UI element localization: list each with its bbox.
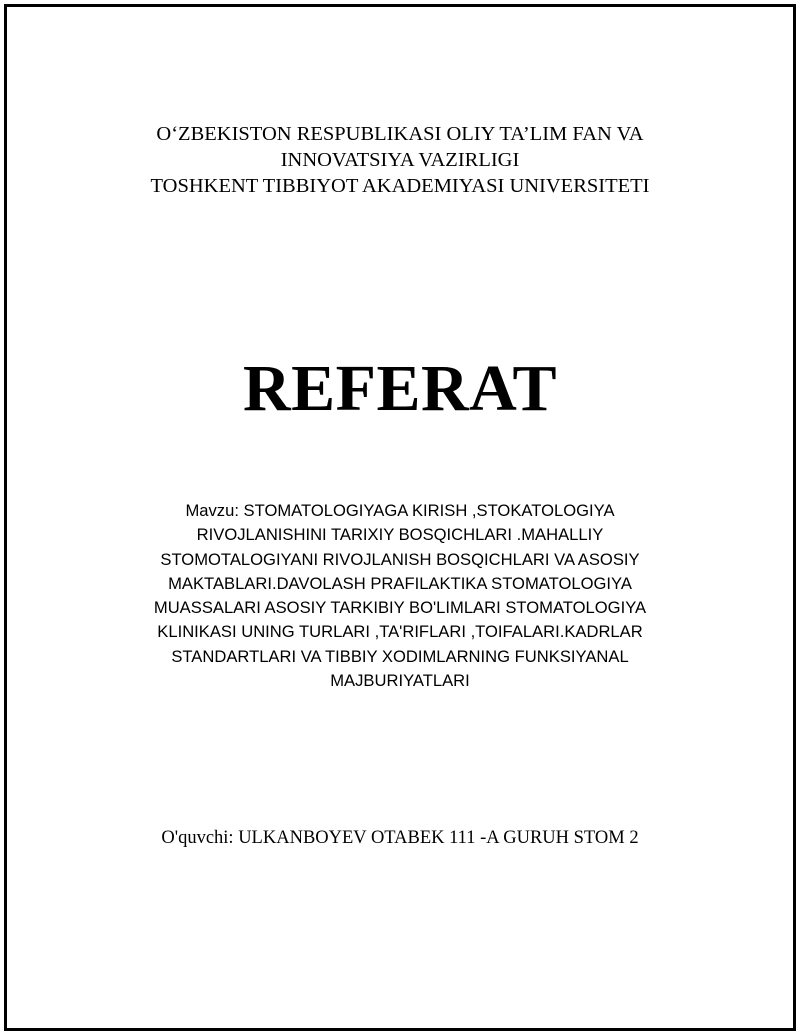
topic-line: MAKTABLARI.DAVOLASH PRAFILAKTIKA STOMATOLOGIYA: [168, 573, 632, 593]
topic-line: STOMOTALOGIYANI RIVOJLANISH BOSQICHLARI VA ASOSIY: [160, 549, 640, 569]
topic-line: STANDARTLARI VA TIBBIY XODIMLARNING FUNKSIYANAL: [171, 646, 629, 666]
topic-line: Mavzu: STOMATOLOGIYAGA KIRISH ,STOKATOLOGIYA: [185, 501, 615, 520]
topic-line: MUASSALARI ASOSIY TARKIBIY BO'LIMLARI STOMATOLOGIYA: [153, 598, 647, 618]
topic-line: MAJBURIYATLARI: [330, 671, 470, 691]
document-title: REFERAT: [243, 352, 557, 425]
header-line-university: TOSHKENT TIBBIYOT AKADEMIYASI UNIVERSITETI: [150, 175, 650, 197]
ministry-header: [0, 121, 800, 199]
student-info: O'quvchi: ULKANBOYEV OTABEK 111 -A GURUH STOM 2: [161, 828, 639, 848]
topic-line: RIVOJLANISHINI TARIXIY BOSQICHLARI .MAHALLIY: [196, 525, 604, 545]
topic-block: [100, 499, 700, 693]
header-line-ministry: O‘ZBEKISTON RESPUBLIKASI OLIY TA’LIM FAN VA: [156, 123, 644, 145]
header-line-ministry-cont: INNOVATSIYA VAZIRLIGI: [280, 149, 520, 171]
topic-line: KLINIKASI UNING TURLARI ,TA'RIFLARI ,TOIFALARI.KADRLAR: [157, 622, 643, 642]
